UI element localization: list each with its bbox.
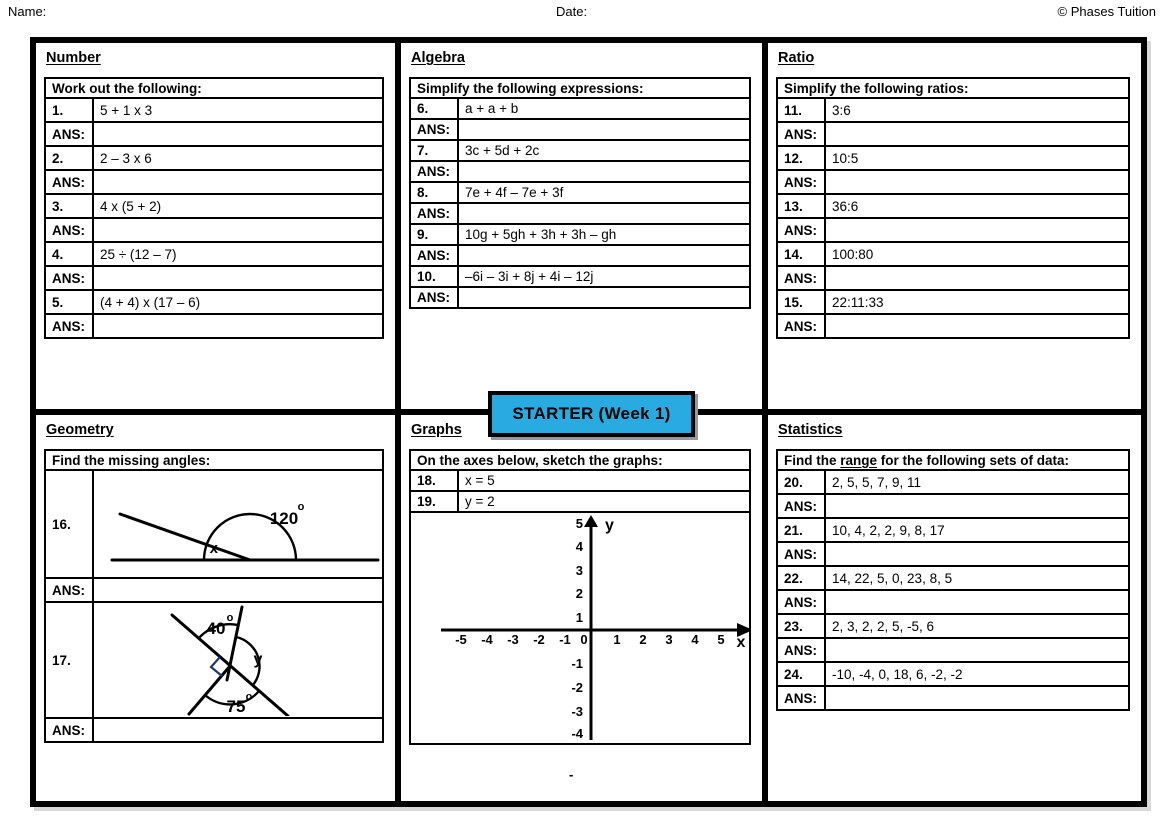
answer-field[interactable]: [93, 266, 383, 290]
question-text: 22:11:33: [825, 290, 1129, 314]
section-title-number: Number: [46, 50, 101, 66]
question-text: 4 x (5 + 2): [93, 194, 383, 218]
graphs-table: [409, 449, 751, 745]
geometry-section: [36, 415, 401, 801]
y-tick: 2: [575, 586, 583, 601]
number-section: [36, 43, 401, 415]
degree-symbol: o: [226, 612, 234, 624]
angle-diagram-q17: [93, 602, 383, 718]
question-number: 23.: [777, 614, 825, 638]
answer-field[interactable]: [825, 218, 1129, 242]
answer-field[interactable]: [825, 542, 1129, 566]
answer-row: [777, 494, 1129, 518]
section-title-ratio: Ratio: [778, 50, 815, 66]
question-row: [777, 470, 1129, 494]
x-tick: -1: [559, 632, 571, 647]
question-row: [410, 182, 750, 203]
ans-label: ANS:: [410, 161, 458, 182]
question-row: [45, 242, 383, 266]
answer-row: [777, 686, 1129, 710]
answer-row: [45, 266, 383, 290]
ans-label: ANS:: [777, 590, 825, 614]
answer-field[interactable]: [93, 122, 383, 146]
prompt-part: Find the: [784, 452, 841, 468]
answer-field[interactable]: [93, 218, 383, 242]
x-tick: -3: [507, 632, 519, 647]
question-row: [410, 98, 750, 119]
question-number: 15.: [777, 290, 825, 314]
question-number: 16.: [45, 470, 93, 578]
statistics-section: [768, 415, 1141, 801]
angle-diagram-q16: [93, 470, 383, 578]
axes-grid[interactable]: [410, 512, 750, 744]
answer-field[interactable]: [825, 314, 1129, 338]
answer-field[interactable]: [93, 170, 383, 194]
question-number: 18.: [410, 470, 458, 491]
algebra-section: [401, 43, 768, 415]
answer-field[interactable]: [458, 119, 750, 140]
ans-label: ANS:: [777, 494, 825, 518]
copyright-label: © Phases Tuition: [1057, 4, 1156, 19]
ans-label: ANS:: [777, 542, 825, 566]
question-number: 20.: [777, 470, 825, 494]
answer-row: [777, 170, 1129, 194]
answer-field[interactable]: [93, 314, 383, 338]
answer-field[interactable]: [825, 170, 1129, 194]
question-row: [45, 470, 383, 578]
question-text: 3:6: [825, 98, 1129, 122]
ans-label: ANS:: [410, 119, 458, 140]
x-axis-label: x: [736, 634, 746, 651]
algebra-table: [409, 77, 751, 309]
answer-field[interactable]: [458, 161, 750, 182]
axes-row: [410, 512, 750, 744]
question-text: 7e + 4f – 7e + 3f: [458, 182, 750, 203]
geometry-table: [44, 449, 384, 743]
question-text: a + a + b: [458, 98, 750, 119]
y-tick: 5: [575, 516, 583, 531]
date-label: Date:: [556, 4, 588, 19]
y-tick: 4: [575, 539, 583, 554]
answer-field[interactable]: [825, 590, 1129, 614]
answer-field[interactable]: [825, 494, 1129, 518]
question-row: [777, 242, 1129, 266]
y-tick: 3: [575, 563, 583, 578]
ans-label: ANS:: [777, 266, 825, 290]
x-tick: -4: [481, 632, 493, 647]
question-row: [410, 266, 750, 287]
axes-grid-svg: [417, 514, 750, 742]
ans-label: ANS:: [777, 314, 825, 338]
question-number: 7.: [410, 140, 458, 161]
question-text: 3c + 5d + 2c: [458, 140, 750, 161]
ans-label: ANS:: [45, 122, 93, 146]
ans-label: ANS:: [410, 287, 458, 308]
ans-label: ANS:: [777, 122, 825, 146]
section-title-statistics: Statistics: [778, 422, 843, 438]
x-tick: 5: [717, 632, 725, 647]
question-number: 2.: [45, 146, 93, 170]
answer-field[interactable]: [93, 578, 383, 602]
question-row: [45, 146, 383, 170]
answer-row: [410, 287, 750, 308]
answer-row: [45, 170, 383, 194]
number-table: [44, 77, 384, 339]
ans-label: ANS:: [777, 218, 825, 242]
question-number: 22.: [777, 566, 825, 590]
question-number: 1.: [45, 98, 93, 122]
x-tick: 3: [665, 632, 673, 647]
answer-field[interactable]: [825, 686, 1129, 710]
ans-label: ANS:: [45, 266, 93, 290]
angle-120-label: 120: [269, 509, 299, 528]
x-tick: 2: [639, 632, 647, 647]
question-text: x = 5: [458, 470, 750, 491]
question-number: 21.: [777, 518, 825, 542]
answer-row: [45, 314, 383, 338]
question-number: 3.: [45, 194, 93, 218]
question-text: y = 2: [458, 491, 750, 512]
question-number: 17.: [45, 602, 93, 718]
question-text: 10:5: [825, 146, 1129, 170]
question-row: [777, 290, 1129, 314]
y-axis-arrow-icon: [584, 515, 598, 527]
ans-label: ANS:: [410, 203, 458, 224]
y-tick: -4: [571, 726, 583, 741]
answer-field[interactable]: [93, 718, 383, 742]
question-row: [410, 140, 750, 161]
question-number: 4.: [45, 242, 93, 266]
question-number: 24.: [777, 662, 825, 686]
clipped-y-tick: -: [569, 767, 574, 782]
question-text: -10, -4, 0, 18, 6, -2, -2: [825, 662, 1129, 686]
question-row: [777, 566, 1129, 590]
answer-row: [410, 203, 750, 224]
origin-tick: 0: [580, 632, 588, 647]
geometry-prompt: Find the missing angles:: [45, 450, 383, 470]
x-tick: -5: [455, 632, 467, 647]
question-text: 14, 22, 5, 0, 23, 8, 5: [825, 566, 1129, 590]
answer-field[interactable]: [458, 203, 750, 224]
y-tick: -3: [571, 704, 583, 719]
question-row: [777, 98, 1129, 122]
y-tick: -1: [571, 656, 583, 671]
answer-field[interactable]: [825, 266, 1129, 290]
statistics-prompt: [777, 450, 1129, 470]
answer-row: [410, 245, 750, 266]
answer-row: [777, 542, 1129, 566]
ans-label: ANS:: [777, 638, 825, 662]
question-row: [777, 194, 1129, 218]
ans-label: ANS:: [777, 686, 825, 710]
answer-row: [777, 314, 1129, 338]
angle-x-label: x: [209, 540, 218, 557]
question-row: [410, 224, 750, 245]
right-angle-icon: [211, 657, 222, 676]
section-title-graphs: Graphs: [411, 422, 462, 438]
answer-row: [45, 578, 383, 602]
x-tick: 1: [613, 632, 621, 647]
ans-label: ANS:: [410, 245, 458, 266]
x-tick: 4: [691, 632, 699, 647]
answer-row: [410, 119, 750, 140]
y-axis-label: y: [605, 517, 614, 534]
section-title-geometry: Geometry: [46, 422, 114, 438]
degree-symbol: o: [245, 691, 253, 703]
question-text: –6i – 3i + 8j + 4i – 12j: [458, 266, 750, 287]
answer-field[interactable]: [458, 287, 750, 308]
angle-diagram-q17-svg: [100, 604, 383, 716]
angle-y-label: y: [253, 651, 263, 668]
question-number: 6.: [410, 98, 458, 119]
question-number: 12.: [777, 146, 825, 170]
question-row: [777, 146, 1129, 170]
prompt-part: for the following sets of data:: [877, 452, 1070, 468]
question-text: 25 ÷ (12 – 7): [93, 242, 383, 266]
answer-row: [45, 122, 383, 146]
question-row: [777, 614, 1129, 638]
answer-row: [777, 638, 1129, 662]
number-prompt: Work out the following:: [45, 78, 383, 98]
algebra-prompt: Simplify the following expressions:: [410, 78, 750, 98]
question-text: 2, 5, 5, 7, 9, 11: [825, 470, 1129, 494]
graphs-section: [401, 415, 768, 801]
section-title-algebra: Algebra: [411, 50, 465, 66]
ans-label: ANS:: [777, 170, 825, 194]
answer-row: [777, 122, 1129, 146]
question-number: 11.: [777, 98, 825, 122]
question-number: 10.: [410, 266, 458, 287]
ratio-prompt: Simplify the following ratios:: [777, 78, 1129, 98]
question-text: (4 + 4) x (17 – 6): [93, 290, 383, 314]
angle-40-label: 40: [206, 619, 226, 638]
question-row: [45, 98, 383, 122]
y-tick: -2: [571, 680, 583, 695]
degree-symbol: o: [297, 501, 305, 513]
ans-label: ANS:: [45, 718, 93, 742]
question-text: 2 – 3 x 6: [93, 146, 383, 170]
question-text: 10g + 5gh + 3h + 3h – gh: [458, 224, 750, 245]
question-text: 36:6: [825, 194, 1129, 218]
answer-field[interactable]: [825, 638, 1129, 662]
question-row: [777, 662, 1129, 686]
prompt-part-underlined: range: [840, 452, 878, 468]
question-text: 2, 3, 2, 2, 5, -5, 6: [825, 614, 1129, 638]
question-row: [45, 290, 383, 314]
question-text: 100:80: [825, 242, 1129, 266]
name-label: Name:: [8, 4, 47, 19]
ratio-table: [776, 77, 1130, 339]
angle-75-label: 75: [226, 697, 246, 716]
statistics-table: [776, 449, 1130, 711]
ans-label: ANS:: [45, 170, 93, 194]
question-row: [777, 518, 1129, 542]
ans-label: ANS:: [45, 314, 93, 338]
question-text: 5 + 1 x 3: [93, 98, 383, 122]
answer-row: [45, 218, 383, 242]
question-row: [410, 470, 750, 491]
question-text: 10, 4, 2, 2, 9, 8, 17: [825, 518, 1129, 542]
answer-field[interactable]: [825, 122, 1129, 146]
question-number: 5.: [45, 290, 93, 314]
ratio-section: [768, 43, 1141, 415]
question-number: 13.: [777, 194, 825, 218]
question-number: 8.: [410, 182, 458, 203]
x-tick: -2: [533, 632, 545, 647]
angle-diagram-q16-svg: [100, 472, 383, 576]
answer-row: [777, 590, 1129, 614]
answer-row: [777, 266, 1129, 290]
question-number: 19.: [410, 491, 458, 512]
question-number: 14.: [777, 242, 825, 266]
starter-badge: STARTER (Week 1): [488, 391, 695, 437]
answer-row: [777, 218, 1129, 242]
question-number: 9.: [410, 224, 458, 245]
answer-field[interactable]: [458, 245, 750, 266]
question-row: [410, 491, 750, 512]
answer-row: [410, 161, 750, 182]
question-row: [45, 602, 383, 718]
graphs-prompt: On the axes below, sketch the graphs:: [410, 450, 750, 470]
question-row: [45, 194, 383, 218]
ans-label: ANS:: [45, 578, 93, 602]
y-tick: 1: [575, 610, 583, 625]
answer-row: [45, 718, 383, 742]
ans-label: ANS:: [45, 218, 93, 242]
